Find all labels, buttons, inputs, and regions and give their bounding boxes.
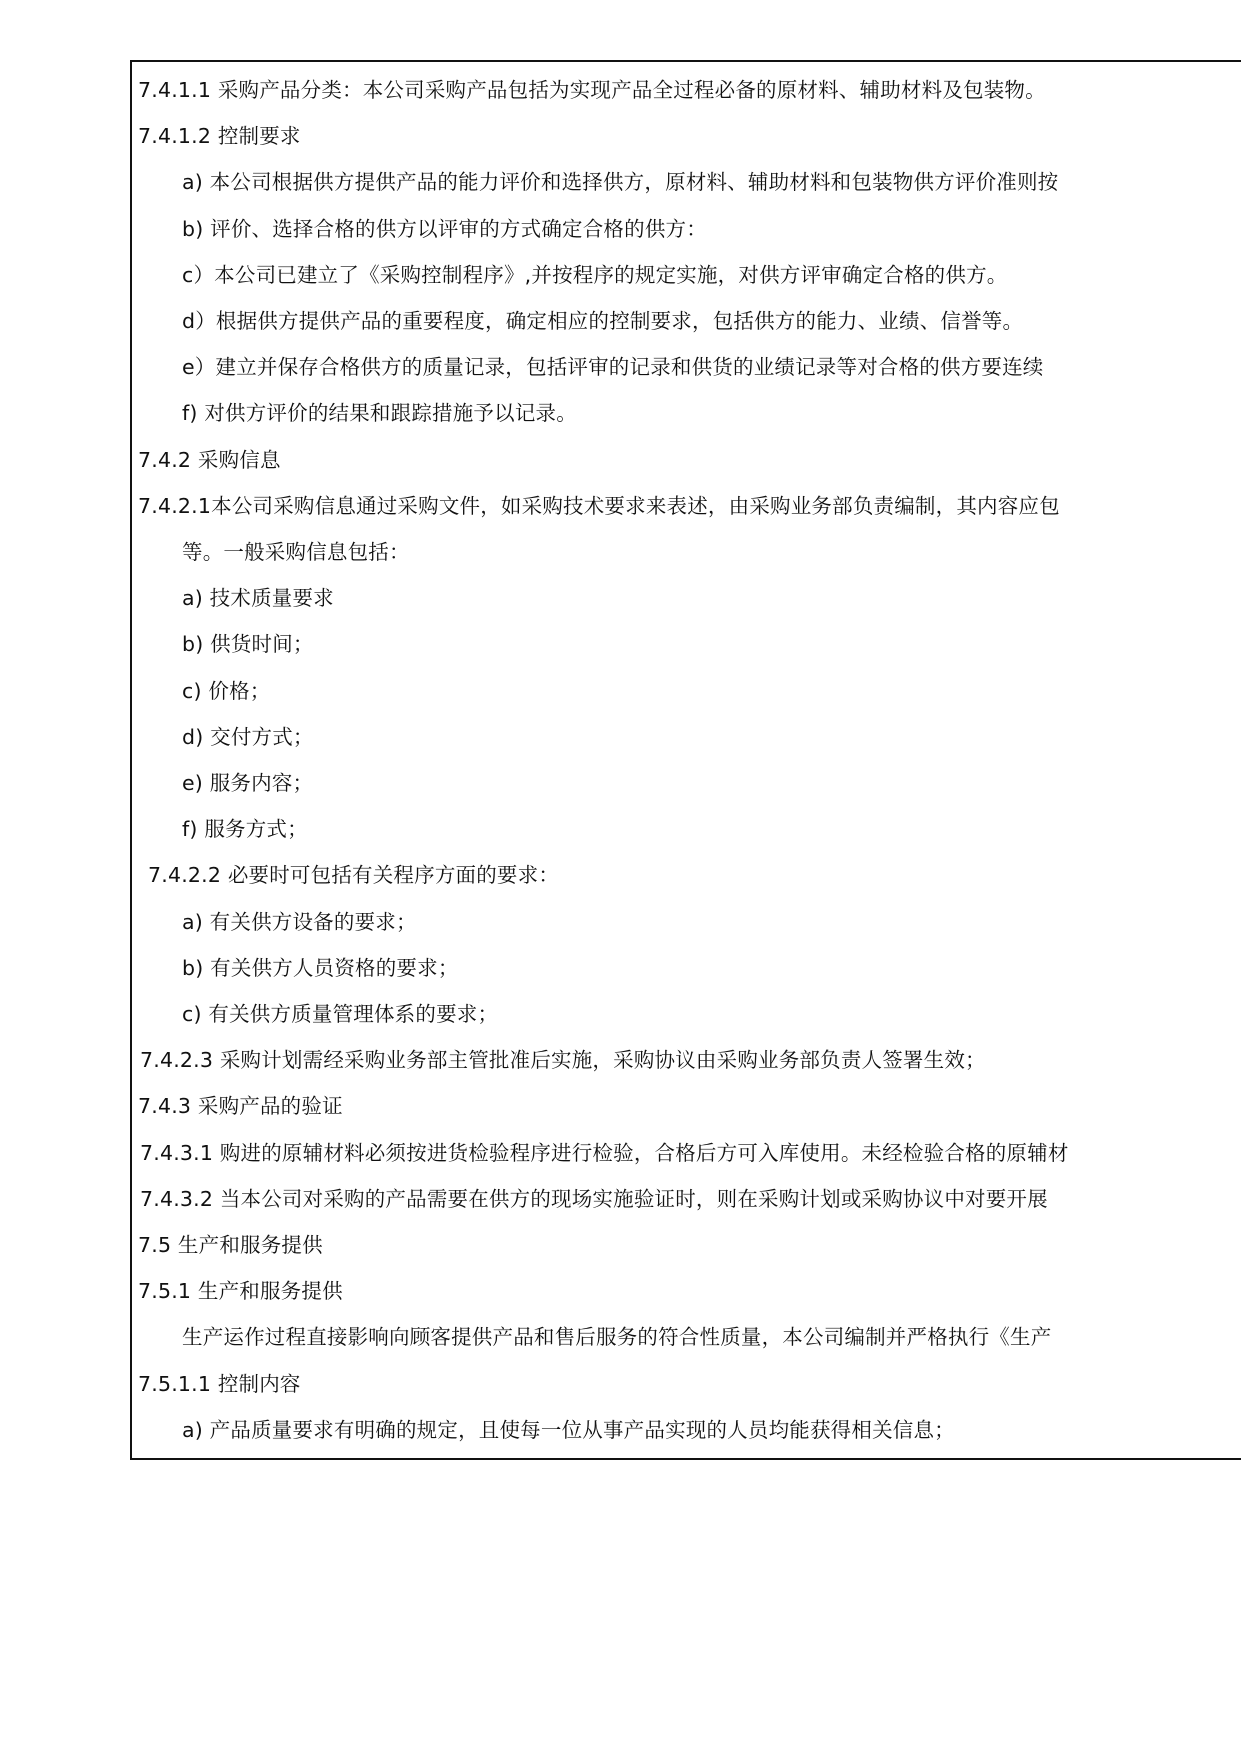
text-line: c) 价格； xyxy=(182,678,271,703)
text-line: 7.5.1 生产和服务提供 xyxy=(138,1279,343,1304)
text-line: c) 有关供方质量管理体系的要求； xyxy=(182,1002,499,1026)
text-line: d）根据供方提供产品的重要程度，确定相应的控制要求，包括供方的能力、业绩、信誉等。 xyxy=(182,309,1024,333)
text-line: 7.5.1.1 控制内容 xyxy=(138,1371,301,1396)
text-line: e）建立并保存合格供方的质量记录，包括评审的记录和供货的业绩记录等对合格的供方要连续 xyxy=(182,355,1044,380)
document-frame xyxy=(130,60,1241,1460)
text-line: e) 服务内容； xyxy=(182,771,314,795)
text-line: a) 产品质量要求有明确的规定，且使每一位从事产品实现的人员均能获得相关信息； xyxy=(182,1417,955,1442)
text-line: 7.4.2 采购信息 xyxy=(138,447,281,472)
text-line: d) 交付方式； xyxy=(182,724,314,749)
text-line: f) 对供方评价的结果和跟踪措施予以记录。 xyxy=(182,401,577,426)
text-line: 7.4.2.1本公司采购信息通过采购文件，如采购技术要求来表述，由采购业务部负责编制，其内容应包 xyxy=(138,493,1060,518)
text-line: 7.4.3.1 购进的原辅材料必须按进货检验程序进行检验，合格后方可入库使用。未经检验合格的原辅材 xyxy=(140,1140,1069,1165)
text-line: b) 供货时间； xyxy=(182,632,314,657)
text-line: a) 有关供方设备的要求； xyxy=(182,909,417,934)
text-line: f) 服务方式； xyxy=(182,817,308,842)
text-line: b) 评价、选择合格的供方以评审的方式确定合格的供方： xyxy=(182,216,707,241)
text-line: b) 有关供方人员资格的要求； xyxy=(182,955,459,980)
text-line: a) 本公司根据供方提供产品的能力评价和选择供方，原材料、辅助材料和包装物供方评价准则按 xyxy=(182,170,1059,195)
text-line: 等。一般采购信息包括： xyxy=(182,540,410,564)
text-line: 7.4.2.2 必要时可包括有关程序方面的要求： xyxy=(148,863,560,888)
text-line: 7.4.1.1 采购产品分类：本公司采购产品包括为实现产品全过程必备的原材料、辅助材料及包装物。 xyxy=(138,78,1046,102)
text-line: a) 技术质量要求 xyxy=(182,586,334,611)
text-line: 7.4.1.2 控制要求 xyxy=(138,124,301,149)
document-body xyxy=(132,62,1241,1458)
text-line: 生产运作过程直接影响向顾客提供产品和售后服务的符合性质量，本公司编制并严格执行《生产 xyxy=(182,1325,1052,1350)
text-line: 7.5 生产和服务提供 xyxy=(138,1233,323,1257)
text-line: c）本公司已建立了《采购控制程序》,并按程序的规定实施，对供方评审确定合格的供方。 xyxy=(182,262,1008,287)
text-line: 7.4.2.3 采购计划需经采购业务部主管批准后实施，采购协议由采购业务部负责人签署生效； xyxy=(140,1048,986,1073)
text-line: 7.4.3 采购产品的验证 xyxy=(138,1094,343,1119)
text-line: 7.4.3.2 当本公司对采购的产品需要在供方的现场实施验证时，则在采购计划或采购协议中对要开展 xyxy=(140,1186,1048,1211)
